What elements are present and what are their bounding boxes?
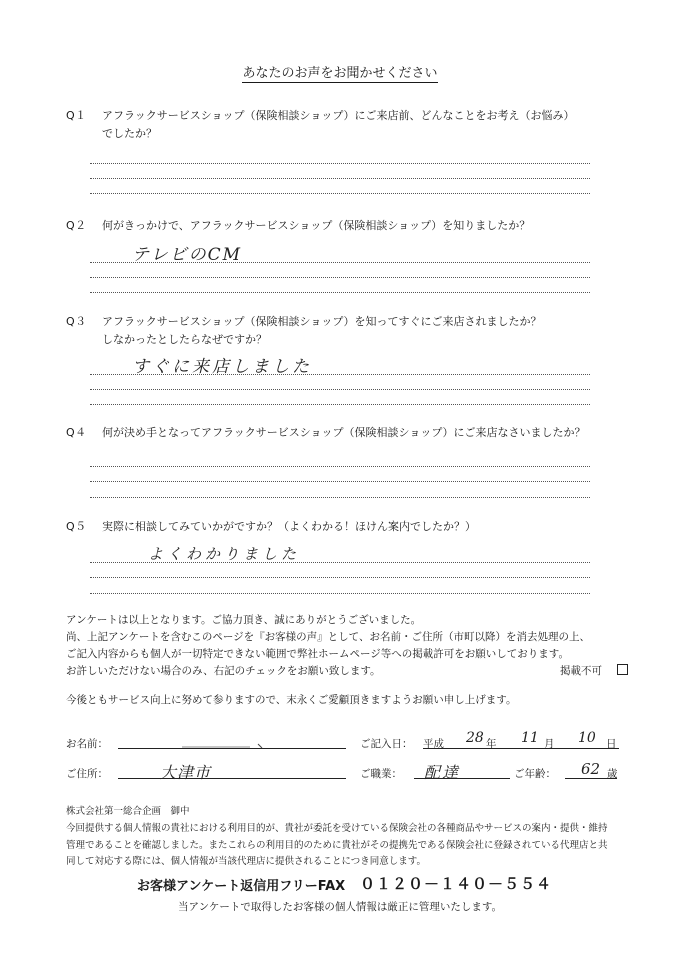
q3-number: Q３	[66, 315, 87, 328]
date-underline	[423, 748, 619, 749]
no-publish-checkbox[interactable]	[617, 664, 628, 675]
closing-line-3: ご記入内容からも個人が一切特定できない範囲で弊社ホームページ等への掲載許可をお願いしております。	[66, 648, 569, 660]
page-title	[0, 62, 680, 81]
address-field[interactable]	[118, 778, 346, 779]
job-field[interactable]	[414, 778, 510, 779]
no-publish-label: 掲載不可	[560, 665, 602, 677]
q5-answer: よくわかりました	[148, 545, 301, 563]
q5-answer-line-2[interactable]	[90, 577, 590, 578]
q4-text-line1: 何が決め手となってアフラックサービスショップ（保険相談ショップ）にご来店なさいましたか？	[102, 426, 586, 439]
q3-answer-line-1[interactable]	[90, 374, 590, 375]
q1-answer-line-2[interactable]	[90, 178, 590, 179]
q3-text-line1: アフラックサービスショップ（保険相談ショップ）を知ってすぐにご来店されましたか？	[102, 315, 542, 328]
date-label: ご記入日：	[360, 738, 413, 750]
name-redacted-mark	[180, 741, 270, 751]
q1-answer-line-3[interactable]	[90, 193, 590, 194]
consent-line-3: 同して対応する際には、個人情報が当該代理店に提供されることにつき同意します。	[66, 856, 427, 867]
thanks-text: 今後ともサービス向上に努めて参りますので、末永くご愛顧頂きますようお願い申し上げます。	[66, 694, 517, 706]
address-value[interactable]: 大津市	[160, 763, 212, 782]
consent-line-1: 今回提供する個人情報の貴社における利用目的が、貴社が委託を受けている保険会社の各種商品やサービスの案内・提供・維持	[66, 823, 608, 834]
closing-line-1: アンケートは以上となります。ご協力頂き、誠にありがとうございました。	[66, 614, 422, 626]
page-title-text: あなたのお声をお聞かせください	[242, 66, 438, 81]
q5-answer-line-3[interactable]	[90, 593, 590, 594]
q1-text-line2: でしたか？	[102, 127, 157, 140]
q2-number: Q２	[66, 219, 87, 232]
company-name: 株式会社第一総合企画 御中	[66, 806, 190, 817]
q2-answer-line-1[interactable]	[90, 262, 590, 263]
date-month[interactable]: 11	[521, 730, 539, 746]
privacy-footer: 当アンケートで取得したお客様の個人情報は厳正に管理いたします。	[177, 901, 503, 913]
age-value[interactable]: 62	[581, 760, 601, 778]
q2-answer: テレビのCM	[132, 245, 243, 265]
q4-answer-line-3[interactable]	[90, 497, 590, 498]
q1-text-line1: アフラックサービスショップ（保険相談ショップ）にご来店前、どんなことをお考え（お悩み）	[102, 109, 575, 122]
q4-answer-line-2[interactable]	[90, 481, 590, 482]
q1-answer-line-1[interactable]	[90, 163, 590, 164]
date-day[interactable]: 10	[578, 730, 596, 746]
q3-text-line2: しなかったとしたらなぜですか？	[102, 333, 267, 346]
age-unit: 歳	[607, 768, 618, 780]
job-value[interactable]: 配達	[424, 763, 461, 782]
q3-answer: すぐに来店しました	[132, 357, 312, 377]
q3-answer-line-2[interactable]	[90, 389, 590, 390]
q1-number: Q１	[66, 109, 87, 122]
consent-line-2: 管理であることを確認しました。またこれらの利用目的のために貴社がその提携先である保険会社に登録されている代理店と共	[66, 840, 608, 851]
fax-number[interactable]: ０１２０－１４０－５５４	[360, 875, 553, 893]
q2-answer-line-3[interactable]	[90, 292, 590, 293]
job-label: ご職業：	[360, 768, 402, 780]
date-year-unit: 年	[486, 738, 497, 750]
closing-line-4: お許しいただけない場合のみ、右記のチェックをお願い致します。	[66, 665, 381, 677]
q4-number: Q４	[66, 426, 87, 439]
q2-text-line1: 何がきっかけで、アフラックサービスショップ（保険相談ショップ）を知りましたか？	[102, 219, 531, 232]
address-label: ご住所：	[66, 768, 108, 780]
q5-number: Q５	[66, 520, 87, 533]
q4-answer-line-1[interactable]	[90, 466, 590, 467]
date-month-unit: 月	[544, 738, 555, 750]
name-label: お名前：	[66, 738, 108, 750]
q2-answer-line-2[interactable]	[90, 277, 590, 278]
date-day-unit: 日	[606, 738, 617, 750]
q3-answer-line-3[interactable]	[90, 404, 590, 405]
age-label: ご年齢：	[514, 768, 556, 780]
date-year[interactable]: 28	[466, 730, 484, 746]
date-era: 平成	[423, 738, 444, 750]
q5-text-line1: 実際に相談してみていかがですか？（よくわかる！ほけん案内でしたか？）	[102, 520, 476, 533]
q5-answer-line-1[interactable]	[90, 562, 590, 563]
closing-line-2: 尚、上記アンケートを含むこのページを『お客様の声』として、お名前・ご住所（市町以降）を消去処理の上、	[66, 631, 590, 643]
fax-label: お客様アンケート返信用フリーFAX	[137, 879, 346, 894]
